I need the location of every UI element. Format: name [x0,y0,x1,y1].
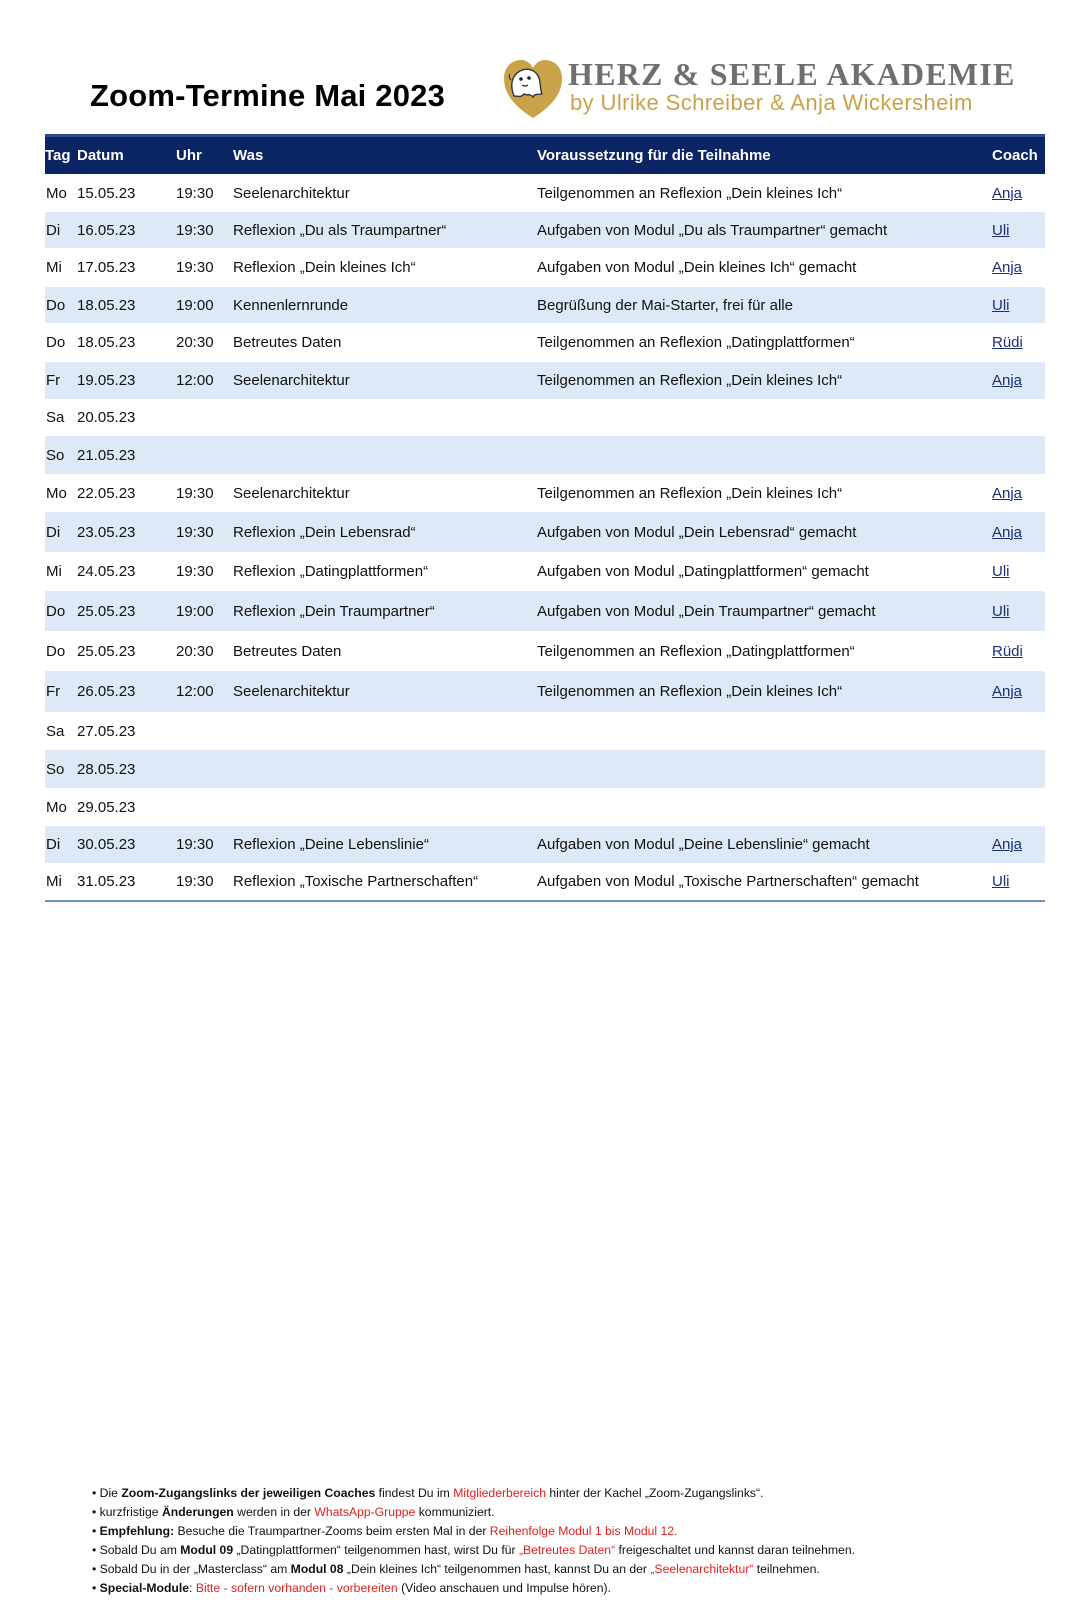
schedule-table [45,134,1045,902]
cell-tag: Mi [46,873,62,890]
footnote-item [92,1541,855,1560]
cell-coach [990,563,1045,580]
cell-uhr: 19:30 [176,873,214,890]
cell-uhr: 12:00 [176,372,214,389]
cell-datum: 21.05.23 [77,446,136,464]
footnote-item [92,1503,855,1522]
cell-voraussetzung: Aufgaben von Modul „Dein Lebensrad“ gemacht [537,523,857,541]
cell-datum: 26.05.23 [77,683,136,700]
note-text: • Sobald Du in der „Masterclass“ am [92,1562,291,1576]
coach-link[interactable]: Anja [992,836,1023,853]
cell-coach [990,873,1045,890]
cell-coach [990,485,1045,502]
cell-voraussetzung: Teilgenommen an Reflexion „Dein kleines Ich“ [537,683,843,700]
note-text: „Datingplattformen“ teilgenommen hast, wirst Du für [233,1543,519,1557]
cell-voraussetzung: Aufgaben von Modul „Dein kleines Ich“ gemacht [537,259,857,276]
cell-voraussetzung: Aufgaben von Modul „Toxische Partnerschaften“ gemacht [537,873,919,890]
footnote-item [92,1484,855,1503]
cell-coach [990,683,1045,700]
bold-text: Modul 08 [290,1562,344,1576]
coach-link[interactable]: Uli [992,221,1010,239]
cell-was: Seelenarchitektur [233,184,350,202]
note-text: werden in der [233,1505,315,1519]
cell-voraussetzung: Teilgenommen an Reflexion „Dein kleines Ich“ [537,484,843,502]
cell-uhr: 19:30 [176,484,214,502]
cell-uhr: 19:00 [176,602,214,620]
note-text: • Sobald Du am [92,1543,181,1557]
coach-link[interactable]: Anja [992,372,1023,389]
cell-datum: 25.05.23 [77,642,136,660]
table-row [45,436,1045,474]
cell-coach [990,603,1045,620]
footnote-item [92,1522,855,1541]
note-text: : [189,1581,196,1595]
cell-datum: 19.05.23 [77,372,136,389]
table-body [45,174,1045,900]
table-row [45,591,1045,631]
cell-tag: Di [46,221,61,239]
cell-was: Reflexion „Dein Lebensrad“ [233,523,416,541]
cell-uhr: 19:30 [176,836,214,853]
bold-text: Special-Module [99,1581,190,1595]
table-row [45,631,1045,671]
footnotes [92,1484,855,1598]
coach-link[interactable]: Anja [992,523,1023,541]
header-coach: Coach [992,147,1038,164]
cell-uhr: 19:00 [176,296,214,314]
note-text: • kurzfristige [92,1505,162,1519]
coach-link[interactable]: Anja [992,259,1023,276]
cell-datum: 18.05.23 [77,334,136,351]
table-row [45,512,1045,552]
cell-tag: Do [46,642,66,660]
cell-voraussetzung: Aufgaben von Modul „Dein Traumpartner“ gemacht [537,602,876,620]
note-text: • [92,1581,100,1595]
academy-logo [500,56,1016,122]
cell-datum: 16.05.23 [77,221,136,239]
cell-voraussetzung: Begrüßung der Mai-Starter, frei für alle [537,296,793,314]
note-text: (Video anschauen und Impulse hören). [397,1581,611,1595]
cell-voraussetzung: Teilgenommen an Reflexion „Datingplattformen“ [537,642,855,660]
table-row [45,399,1045,436]
highlight-text: WhatsApp-Gruppe [314,1505,416,1519]
heart-ghost-logo-icon [500,56,566,122]
cell-tag: Sa [46,409,65,426]
cell-datum: 31.05.23 [77,873,136,890]
cell-was: Reflexion „Datingplattformen“ [233,563,429,580]
highlight-text: Bitte - sofern vorhanden - vorbereiten [195,1581,398,1595]
cell-voraussetzung: Teilgenommen an Reflexion „Dein kleines Ich“ [537,184,843,202]
cell-was: Reflexion „Dein kleines Ich“ [233,259,416,276]
table-row [45,212,1045,248]
bold-text: Empfehlung: [99,1524,175,1538]
note-text: • Die [92,1486,122,1500]
cell-tag: Mi [46,259,62,276]
cell-tag: Mo [46,484,67,502]
cell-datum: 22.05.23 [77,484,136,502]
coach-link[interactable]: Uli [992,563,1010,580]
logo-name: HERZ & SEELE AKADEMIE [568,56,1016,92]
cell-was: Reflexion „Du als Traumpartner“ [233,221,447,239]
highlight-text: „Seelenarchitektur“ [650,1562,754,1576]
header-datum: Datum [77,147,124,164]
cell-was: Reflexion „Dein Traumpartner“ [233,602,435,620]
cell-coach [990,222,1045,239]
cell-was: Betreutes Daten [233,334,342,351]
cell-datum: 29.05.23 [77,798,136,816]
note-text: • [92,1524,100,1538]
table-row [45,174,1045,212]
header-voraussetzung: Voraussetzung für die Teilnahme [537,147,771,164]
cell-datum: 17.05.23 [77,259,136,276]
header-uhr: Uhr [176,147,202,164]
cell-datum: 28.05.23 [77,760,136,778]
bold-text: Zoom-Zugangslinks der jeweiligen Coaches [121,1486,376,1500]
note-text: Besuche die Traumpartner-Zooms beim ersten Mal in der [174,1524,490,1538]
note-text: findest Du im [375,1486,454,1500]
cell-tag: Di [46,523,61,541]
cell-was: Seelenarchitektur [233,683,350,700]
cell-was: Reflexion „Toxische Partnerschaften“ [233,873,479,890]
table-row [45,287,1045,323]
cell-uhr: 19:30 [176,563,214,580]
cell-was: Reflexion „Deine Lebenslinie“ [233,836,429,853]
footnote-item [92,1579,855,1598]
cell-tag: So [46,760,65,778]
cell-voraussetzung: Aufgaben von Modul „Du als Traumpartner“ gemacht [537,221,888,239]
table-row [45,863,1045,900]
cell-tag: Mo [46,184,67,202]
table-row [45,248,1045,287]
note-text: kommuniziert. [415,1505,495,1519]
cell-coach [990,334,1045,351]
table-row [45,712,1045,750]
cell-voraussetzung: Teilgenommen an Reflexion „Dein kleines Ich“ [537,372,843,389]
table-header [45,134,1045,174]
table-row [45,552,1045,591]
highlight-text: Mitgliederbereich [453,1486,547,1500]
cell-tag: So [46,446,65,464]
coach-link[interactable]: Anja [992,683,1023,700]
table-row [45,750,1045,788]
cell-datum: 30.05.23 [77,836,136,853]
cell-uhr: 19:30 [176,184,214,202]
cell-tag: Do [46,334,66,351]
note-text: hinter der Kachel „Zoom-Zugangslinks“. [546,1486,764,1500]
cell-datum: 15.05.23 [77,184,136,202]
cell-tag: Fr [46,683,61,700]
cell-was: Kennenlernrunde [233,296,349,314]
page-title: Zoom-Termine Mai 2023 [90,78,446,113]
note-text: „Dein kleines Ich“ teilgenommen hast, kannst Du an der [343,1562,651,1576]
highlight-text: Reihenfolge Modul 1 bis Modul 12. [489,1524,678,1538]
cell-tag: Mo [46,798,67,816]
coach-link[interactable]: Rüdi [992,642,1023,660]
cell-coach [990,259,1045,276]
cell-uhr: 19:30 [176,221,214,239]
cell-datum: 24.05.23 [77,563,136,580]
logo-subtitle: by Ulrike Schreiber & Anja Wickersheim [570,90,973,115]
coach-link[interactable]: Anja [992,484,1023,502]
cell-datum: 25.05.23 [77,602,136,620]
table-row [45,671,1045,712]
cell-tag: Do [46,602,66,620]
cell-was: Seelenarchitektur [233,484,350,502]
cell-datum: 18.05.23 [77,296,136,314]
cell-uhr: 20:30 [176,334,214,351]
cell-tag: Di [46,836,61,853]
cell-uhr: 19:30 [176,259,214,276]
note-text: teilnehmen. [753,1562,820,1576]
coach-link[interactable]: Rüdi [992,334,1023,351]
cell-tag: Do [46,296,66,314]
table-row [45,788,1045,826]
cell-uhr: 20:30 [176,642,214,660]
cell-voraussetzung: Teilgenommen an Reflexion „Datingplattformen“ [537,334,855,351]
coach-link[interactable]: Uli [992,873,1010,890]
highlight-text: „Betreutes Daten“ [518,1543,616,1557]
header-tag: Tag [45,147,71,164]
cell-uhr: 19:30 [176,523,214,541]
coach-link[interactable]: Uli [992,296,1010,314]
bold-text: Änderungen [161,1505,234,1519]
cell-coach [990,297,1045,314]
cell-coach [990,524,1045,541]
cell-tag: Mi [46,563,62,580]
bold-text: Modul 09 [180,1543,234,1557]
cell-uhr: 12:00 [176,683,214,700]
cell-was: Betreutes Daten [233,642,342,660]
coach-link[interactable]: Anja [992,184,1023,202]
table-row [45,826,1045,863]
header-was: Was [233,147,264,164]
cell-datum: 27.05.23 [77,722,136,740]
footnote-item [92,1560,855,1579]
cell-coach [990,643,1045,660]
cell-datum: 23.05.23 [77,523,136,541]
note-text: freigeschaltet und kannst daran teilnehmen. [615,1543,855,1557]
cell-coach [990,372,1045,389]
cell-tag: Fr [46,372,61,389]
cell-voraussetzung: Aufgaben von Modul „Deine Lebenslinie“ gemacht [537,836,870,853]
coach-link[interactable]: Uli [992,602,1010,620]
cell-was: Seelenarchitektur [233,372,350,389]
cell-coach [990,185,1045,202]
cell-coach [990,836,1045,853]
cell-voraussetzung: Aufgaben von Modul „Datingplattformen“ gemacht [537,563,869,580]
cell-datum: 20.05.23 [77,409,136,426]
table-row [45,362,1045,399]
table-row [45,323,1045,362]
table-row [45,474,1045,512]
cell-tag: Sa [46,722,65,740]
